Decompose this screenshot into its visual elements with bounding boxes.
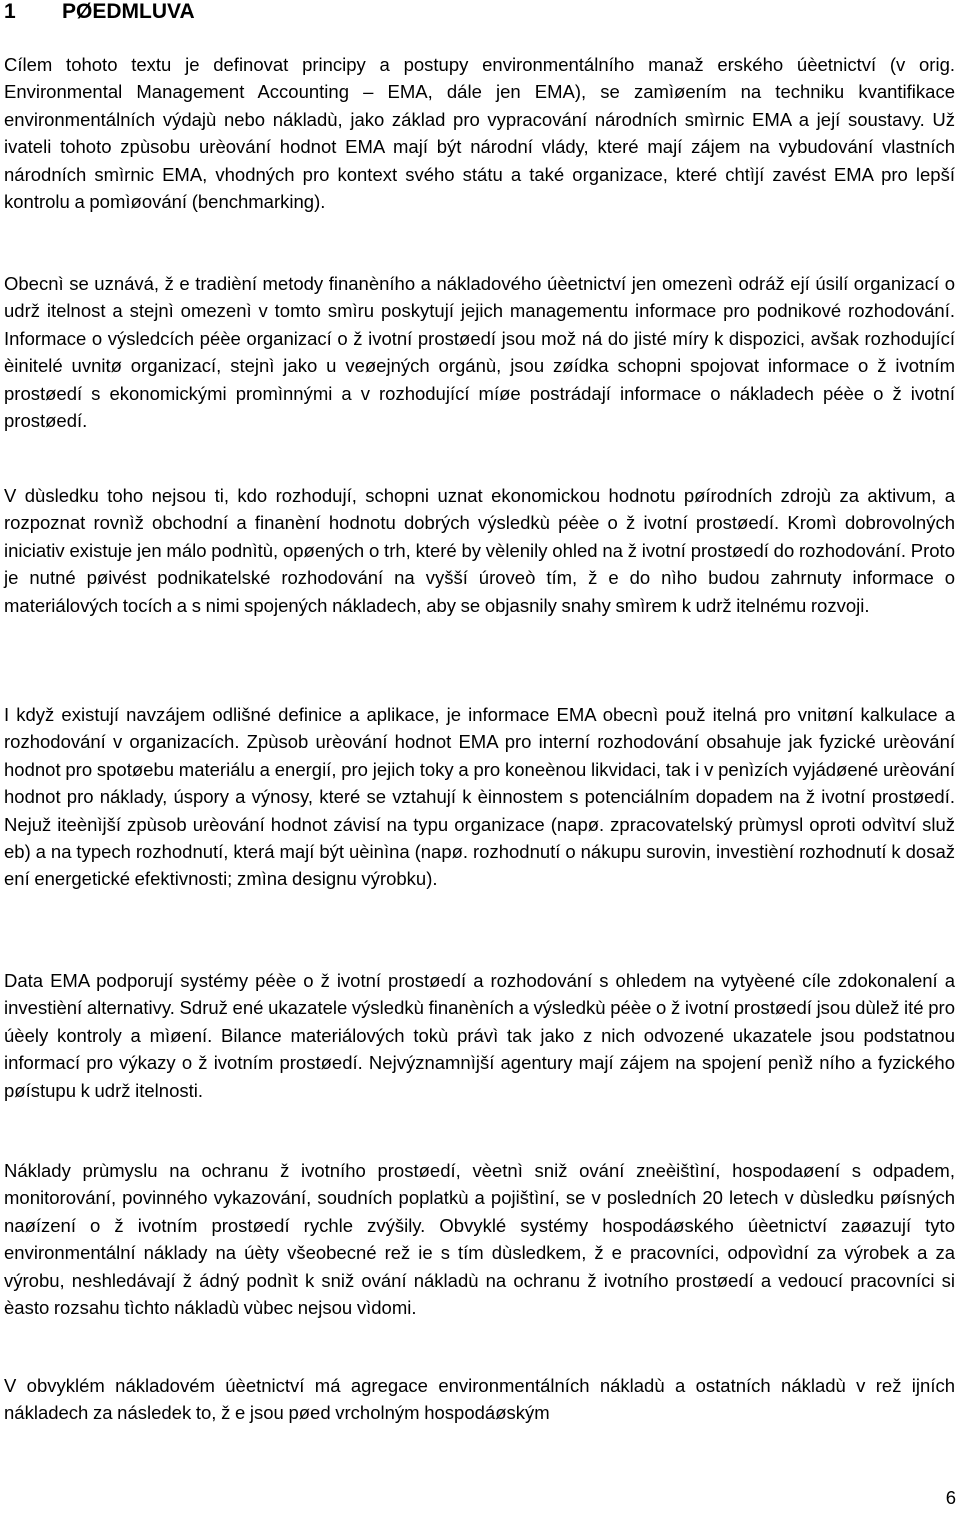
chapter-number: 1 [4,0,16,23]
paragraph-consequences: V dùsledku toho nejsou ti, kdo rozhodují, schopni uznat ekonomickou hodnotu pøírodních zdrojù za aktivum, a rozpoznat rovnìž obchodní a finanèní hodnotu dobrých výsledkù péèe o ž ivotní prostøedí. Kromì dobrovolných iniciativ existuje jen málo podnìtù, opøených o trh, které by vèlenily ohled na ž ivotní prostøedí do rozhodování. Proto je nutné pøivést podnikatelské rozhodování na vyšší úroveò tím, ž e do nìho budou zahrnuty informace o materiálových tocích a s nimi spojených nákladech, aby se objasnily snahy smìrem k udrž itelnému rozvoji. [4,485,955,616]
paragraph-industry-costs: Náklady prùmyslu na ochranu ž ivotního prostøedí, vèetnì sniž ování zneèištìní, hospodaøení s odpadem, monitorování, povinného vykazování, soudních poplatkù a pojištìní, se v posledních 20 letech v dùsledku pøísných naøízení o ž ivotním prostøedí rychle zvýšily. Obvyklé systémy hospodáøského úèetnictví zaøazují tyto environmentální náklady na úèty všeobecné rež ie s tím dùsledkem, ž e pracovníci, odpovìdní za výrobek a za výrobu, neshledávají ž ádný podnìt k sniž ování nákladù na ochranu ž ivotního prostøedí a vedoucí pracovníci si èasto rozsahu tìchto nákladù vùbec nejsou vìdomi. [4,1160,955,1319]
paragraph-ema-data: Data EMA podporují systémy péèe o ž ivotní prostøedí a rozhodování s ohledem na vytyèené cíle zdokonalení a investièní alternativy. Sdruž ené ukazatele výsledkù finanèních a výsledkù péèe o ž ivotní prostøedí jsou dùlež ité pro úèely kontroly a mìøení. Bilance materiálových tokù právì tak jako z nich odvozené ukazatele jsou podstatnou informací pro výkazy o ž ivotním prostøedí. Nejvýznamnìjší agentury mají zájem na spojení penìž ního a fyzického pøístupu k udrž itelnosti. [4,970,955,1101]
paragraph-intro: Cílem tohoto textu je definovat principy a postupy environmentálního manaž erského úèetnictví (v orig. Environmental Management Accounting – EMA, dále jen EMA), se zamìøením na techniku kvantifikace environmentálních výdajù nebo nákladù, jako základ pro vypracování národních smìrnic EMA a její soustavy. Už ivateli tohoto zpùsobu urèování hodnot EMA mají být národní vlády, které mají zájem na vybudování vlastních národních smìrnic EMA, vhodných pro kontext svého státu a také organizace, které chtìjí zavést EMA pro lepší kontrolu a pomìøování (benchmarking). [4,54,955,213]
paragraph-cost-accounting: V obvyklém nákladovém úèetnictví má agregace environmentálních nákladù a ostatních nákladù v rež ijních nákladech za následek to, ž e jsou pøed vrcholným hospodáøským [4,1375,955,1424]
paragraph-ema-definitions: I když existují navzájem odlišné definice a aplikace, je informace EMA obecnì použ itelná pro vnitøní kalkulace a rozhodování v organizacích. Zpùsob urèování hodnot EMA pro interní rozhodování obsahuje jak fyzické urèování hodnot pro spotøebu materiálu a energií, pro jejich toky a pro koneènou likvidaci, tak i v penìzích vyjádøené urèování hodnot pro náklady, úspory a výnosy, které se vztahují k èinnostem s potenciálním dopadem na ž ivotní prostøedí. Nejuž iteènìjší zpùsob urèování hodnot závisí na typu organizace (napø. zpracovatelský prùmysl oproti odvìtví služ eb) a na typech rozhodnutí, která mají být uèinìna (napø. rozhodnutí o nákupu surovin, investièní rozhodnutí k dosaž ení energetické efektivnosti; zmìna designu výrobku). [4,704,955,890]
paragraph-traditional-accounting: Obecnì se uznává, ž e tradièní metody finanèního a nákladového úèetnictví jen omezenì odráž ejí úsilí organizací o udrž itelnost a stejnì omezenì v tomto smìru poskytují jejich managementu informace pro podnikové rozhodování. Informace o výsledcích péèe organizací o ž ivotní prostøedí jsou mož ná do jisté míry k dispozici, avšak rozhodující èinitelé uvnitø organizací, stejnì jako u veøejných orgánù, jsou zøídka schopni spojovat informace o ž ivotním prostøedí s ekonomickými promìnnými a v rozhodující míøe postrádají informace o nákladech péèe o ž ivotní prostøedí. [4,273,955,432]
chapter-heading [4,0,195,26]
chapter-title: PØEDMLUVA [62,0,195,23]
page-number: 6 [945,1487,956,1508]
